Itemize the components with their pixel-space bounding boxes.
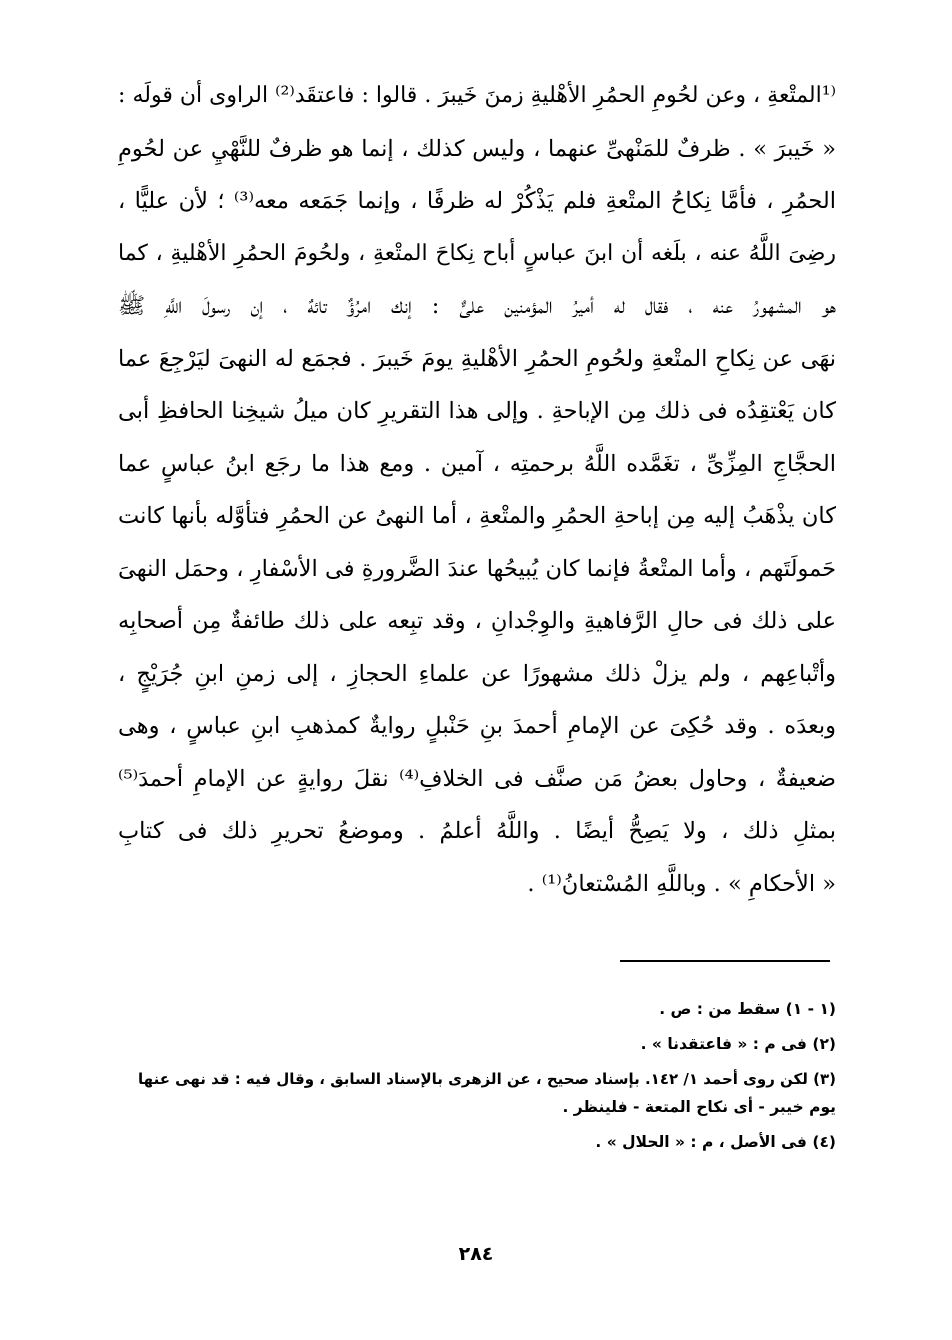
footnote-2 — [118, 1030, 836, 1058]
text-line-3: الحمُرِ ، فأمَّا نِكاحُ المتْعةِ فلم يَذْكُرْ له ظرفًا ، وإنما جَمَعه معه⁽³⁾ ؛ لأن عليًّا ، — [118, 188, 836, 214]
footnotes — [118, 995, 836, 1163]
text-line-8: الحجَّاجِ المِزِّىِّ ، تغَمَّده اللَّهُ برحمتِه ، آمين . ومع هذا ما رجَع ابنُ عباسٍ عما — [118, 450, 836, 477]
footnote-line: (٢) فى م : « فاعتقدنا » . — [640, 1035, 836, 1053]
text-line-16: « الأحكامِ » . وباللَّهِ المُسْتعانُ⁽¹⁾ . — [527, 870, 836, 897]
text-line-11: على ذلك فى حالِ الرَّفاهيةِ والوِجْدانِ ، وقد تبِعه على ذلك طائفةٌ مِن أصحابِه — [118, 608, 836, 634]
footnote-separator — [620, 960, 830, 962]
text-line-12: وأتْباعِهم ، ولم يزلْ ذلك مشهورًا عن علماءِ الحجازِ ، إلى زمنِ ابنِ جُرَيْجٍ ، — [118, 660, 836, 687]
footnote-line: (٣) لكن روى أحمد ١/ ١٤٢. بإسناد صحيح ، عن الزهرى بالإسناد السابق ، وقال فيه : قد نهى عنها — [138, 1070, 836, 1088]
text-line-5: هو المشهورُ عنه ، فقال له أميرُ المؤمنين علىٌّ : إنك امرُؤٌ تائهٌ ، إن رسولَ اللَّهِ ﷺ — [118, 293, 836, 319]
main-text — [118, 70, 836, 910]
text-line-1: ⁽¹المتْعةِ ، وعن لحُومِ الحمُرِ الأهْليةِ زمنَ خَيبرَ . قالوا : فاعتقَد⁽²⁾ الراوى أن قولَه : — [118, 83, 836, 108]
footnote-line: (١ - ١) سقط من : ص . — [659, 1000, 836, 1018]
text-line-2: « خَيبرَ » . ظرفٌ للمَنْهىِّ عنهما ، وليس كذلك ، إنما هو ظرفٌ للنَّهْيِ عن لحُومِ — [118, 135, 836, 162]
footnote-line: (٤) فى الأصل ، م : « الحلال » . — [595, 1133, 836, 1151]
footnote-line: يوم خيبر - أى نكاح المتعة - فلينظر . — [562, 1098, 836, 1116]
text-line-6: نهَى عن نِكاحِ المتْعةِ ولحُومِ الحمُرِ الأهْليةِ يومَ خَيبرَ . فجمَع له النهىَ ليَرْجِعَ عما — [118, 345, 836, 372]
footnote-1 — [118, 995, 836, 1023]
text-line-9: كان يذْهَبُ إليه مِن إباحةِ الحمُرِ والمتْعةِ ، أما النهىُ عن الحمُرِ فتأوَّله بأنها كانت — [118, 503, 836, 529]
text-line-13: وبعدَه . وقد حُكِىَ عن الإمامِ أحمدَ بنِ حَنْبلٍ روايةٌ كمذهبِ ابنِ عباسٍ ، وهى — [118, 713, 836, 739]
text-line-15: بمثلِ ذلك ، ولا يَصِحُّ أيضًا . واللَّهُ أعلمُ . وموضعُ تحريرِ ذلك فى كتابِ — [118, 818, 836, 844]
text-line-14: ضعيفةٌ ، وحاول بعضُ مَن صنَّف فى الخلافِ⁽⁴⁾ نقلَ روايةٍ عن الإمامِ أحمدَ⁽⁵⁾ — [118, 765, 836, 792]
text-line-4: رضِىَ اللَّهُ عنه ، بلَغه أن ابنَ عباسٍ أباح نِكاحَ المتْعةِ ، ولحُومَ الحمُرِ الأهْليةِ ، كما — [118, 240, 836, 266]
footnote-4 — [118, 1128, 836, 1156]
footnote-3 — [118, 1065, 836, 1121]
text-line-10: حَمولَتَهم ، وأما المتْعةُ فإنما كان يُبيحُها عندَ الضَّرورةِ فى الأسْفارِ ، وحمَل النهىَ — [118, 555, 836, 582]
page-number: ٢٨٤ — [458, 1243, 494, 1265]
text-line-7: كان يَعْتقِدُه فى ذلك مِن الإباحةِ . وإلى هذا التقريرِ كان ميلُ شيخِنا الحافظِ أبى — [118, 398, 836, 424]
